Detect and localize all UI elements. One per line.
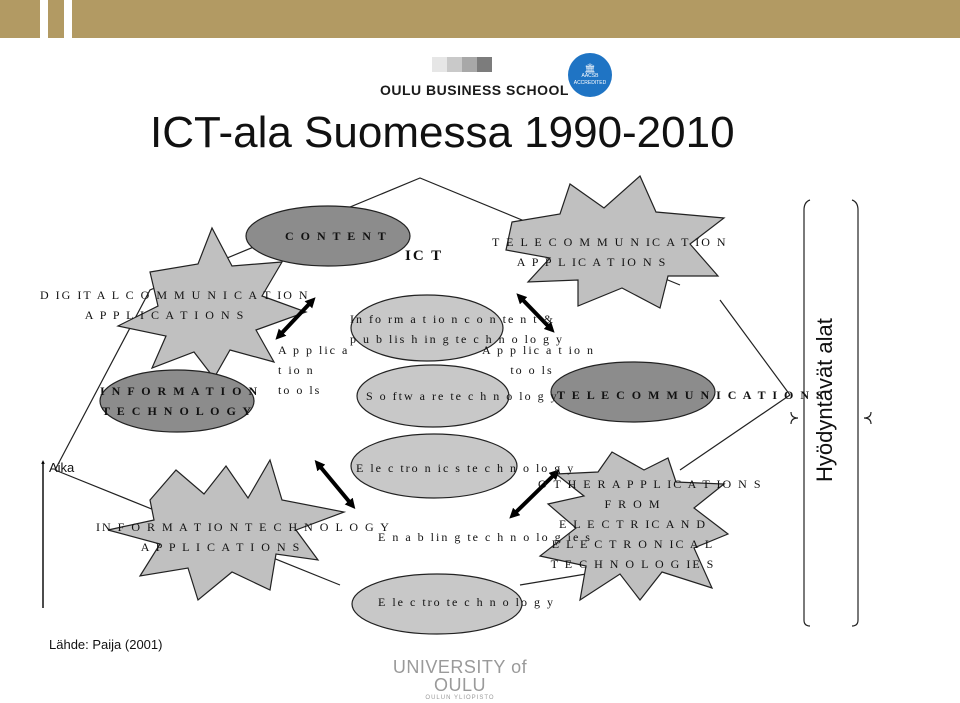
source-note: Lähde: Paija (2001) — [49, 637, 163, 652]
information-content-label: In fo rm a t io n c o n te n t & p u b lis h in g te c h n o lo g y — [350, 312, 564, 346]
aacsb-badge-icon: 🏛︎ AACSB ACCREDITED — [568, 53, 612, 97]
other-applications-label: O T H E R A P P L IC A T IO N S F R O M E L E C T R IC A N D E L E C T R O N IC A L T E C H N O L O G IE S — [538, 477, 763, 571]
university-logo — [380, 658, 540, 703]
slide-title: ICT-ala Suomessa 1990-2010 — [150, 108, 735, 157]
it-applications-label: IN F O R M A T IO N T E C H N O L O G Y A P P L I C A T I O N S — [96, 520, 391, 554]
electronics-label: E le c tro n ic s te c h n o lo g y — [356, 461, 576, 475]
university-name: UNIVERSITY of OULU — [392, 657, 528, 695]
application-tools-right-label: A p p lic a t io n to o ls — [482, 343, 595, 377]
accreditation-label: AACSB ACCREDITED — [573, 72, 607, 86]
school-name: OULU BUSINESS SCHOOL — [380, 82, 569, 98]
enabling-label: E n a b lin g te c h n o lo g ie s — [378, 530, 592, 544]
telecom-applications-label: T E L E C O M M U N IC A T IO N A P P L IC A T IO N S — [492, 235, 728, 269]
time-axis-label: Aika — [49, 460, 75, 475]
university-name-fi: OULUN YLIOPISTO — [425, 695, 495, 701]
electrotechnology-label: E le c tro te c h n o lo g y — [378, 595, 555, 609]
digital-communication-label: D IG IT A L C O M M U N I C A T IO N A P P L I C A T I O N S — [40, 288, 310, 322]
telecommunications-label: T E L E C O M M U N I C A T I O N S — [557, 388, 825, 402]
information-technology-label: I N F O R M A T I O N T E C H N O L O G Y — [100, 384, 260, 418]
software-label: S o ftw a re te c h n o lo g y — [366, 389, 559, 403]
side-label: Hyödyntävät alat — [812, 318, 837, 482]
ict-center-label: IC T — [405, 248, 444, 264]
application-tools-left-label: A p p lic a t io n to o ls — [278, 343, 350, 397]
content-label: C O N T E N T — [285, 229, 388, 243]
arrow-left-bottom — [318, 464, 352, 505]
